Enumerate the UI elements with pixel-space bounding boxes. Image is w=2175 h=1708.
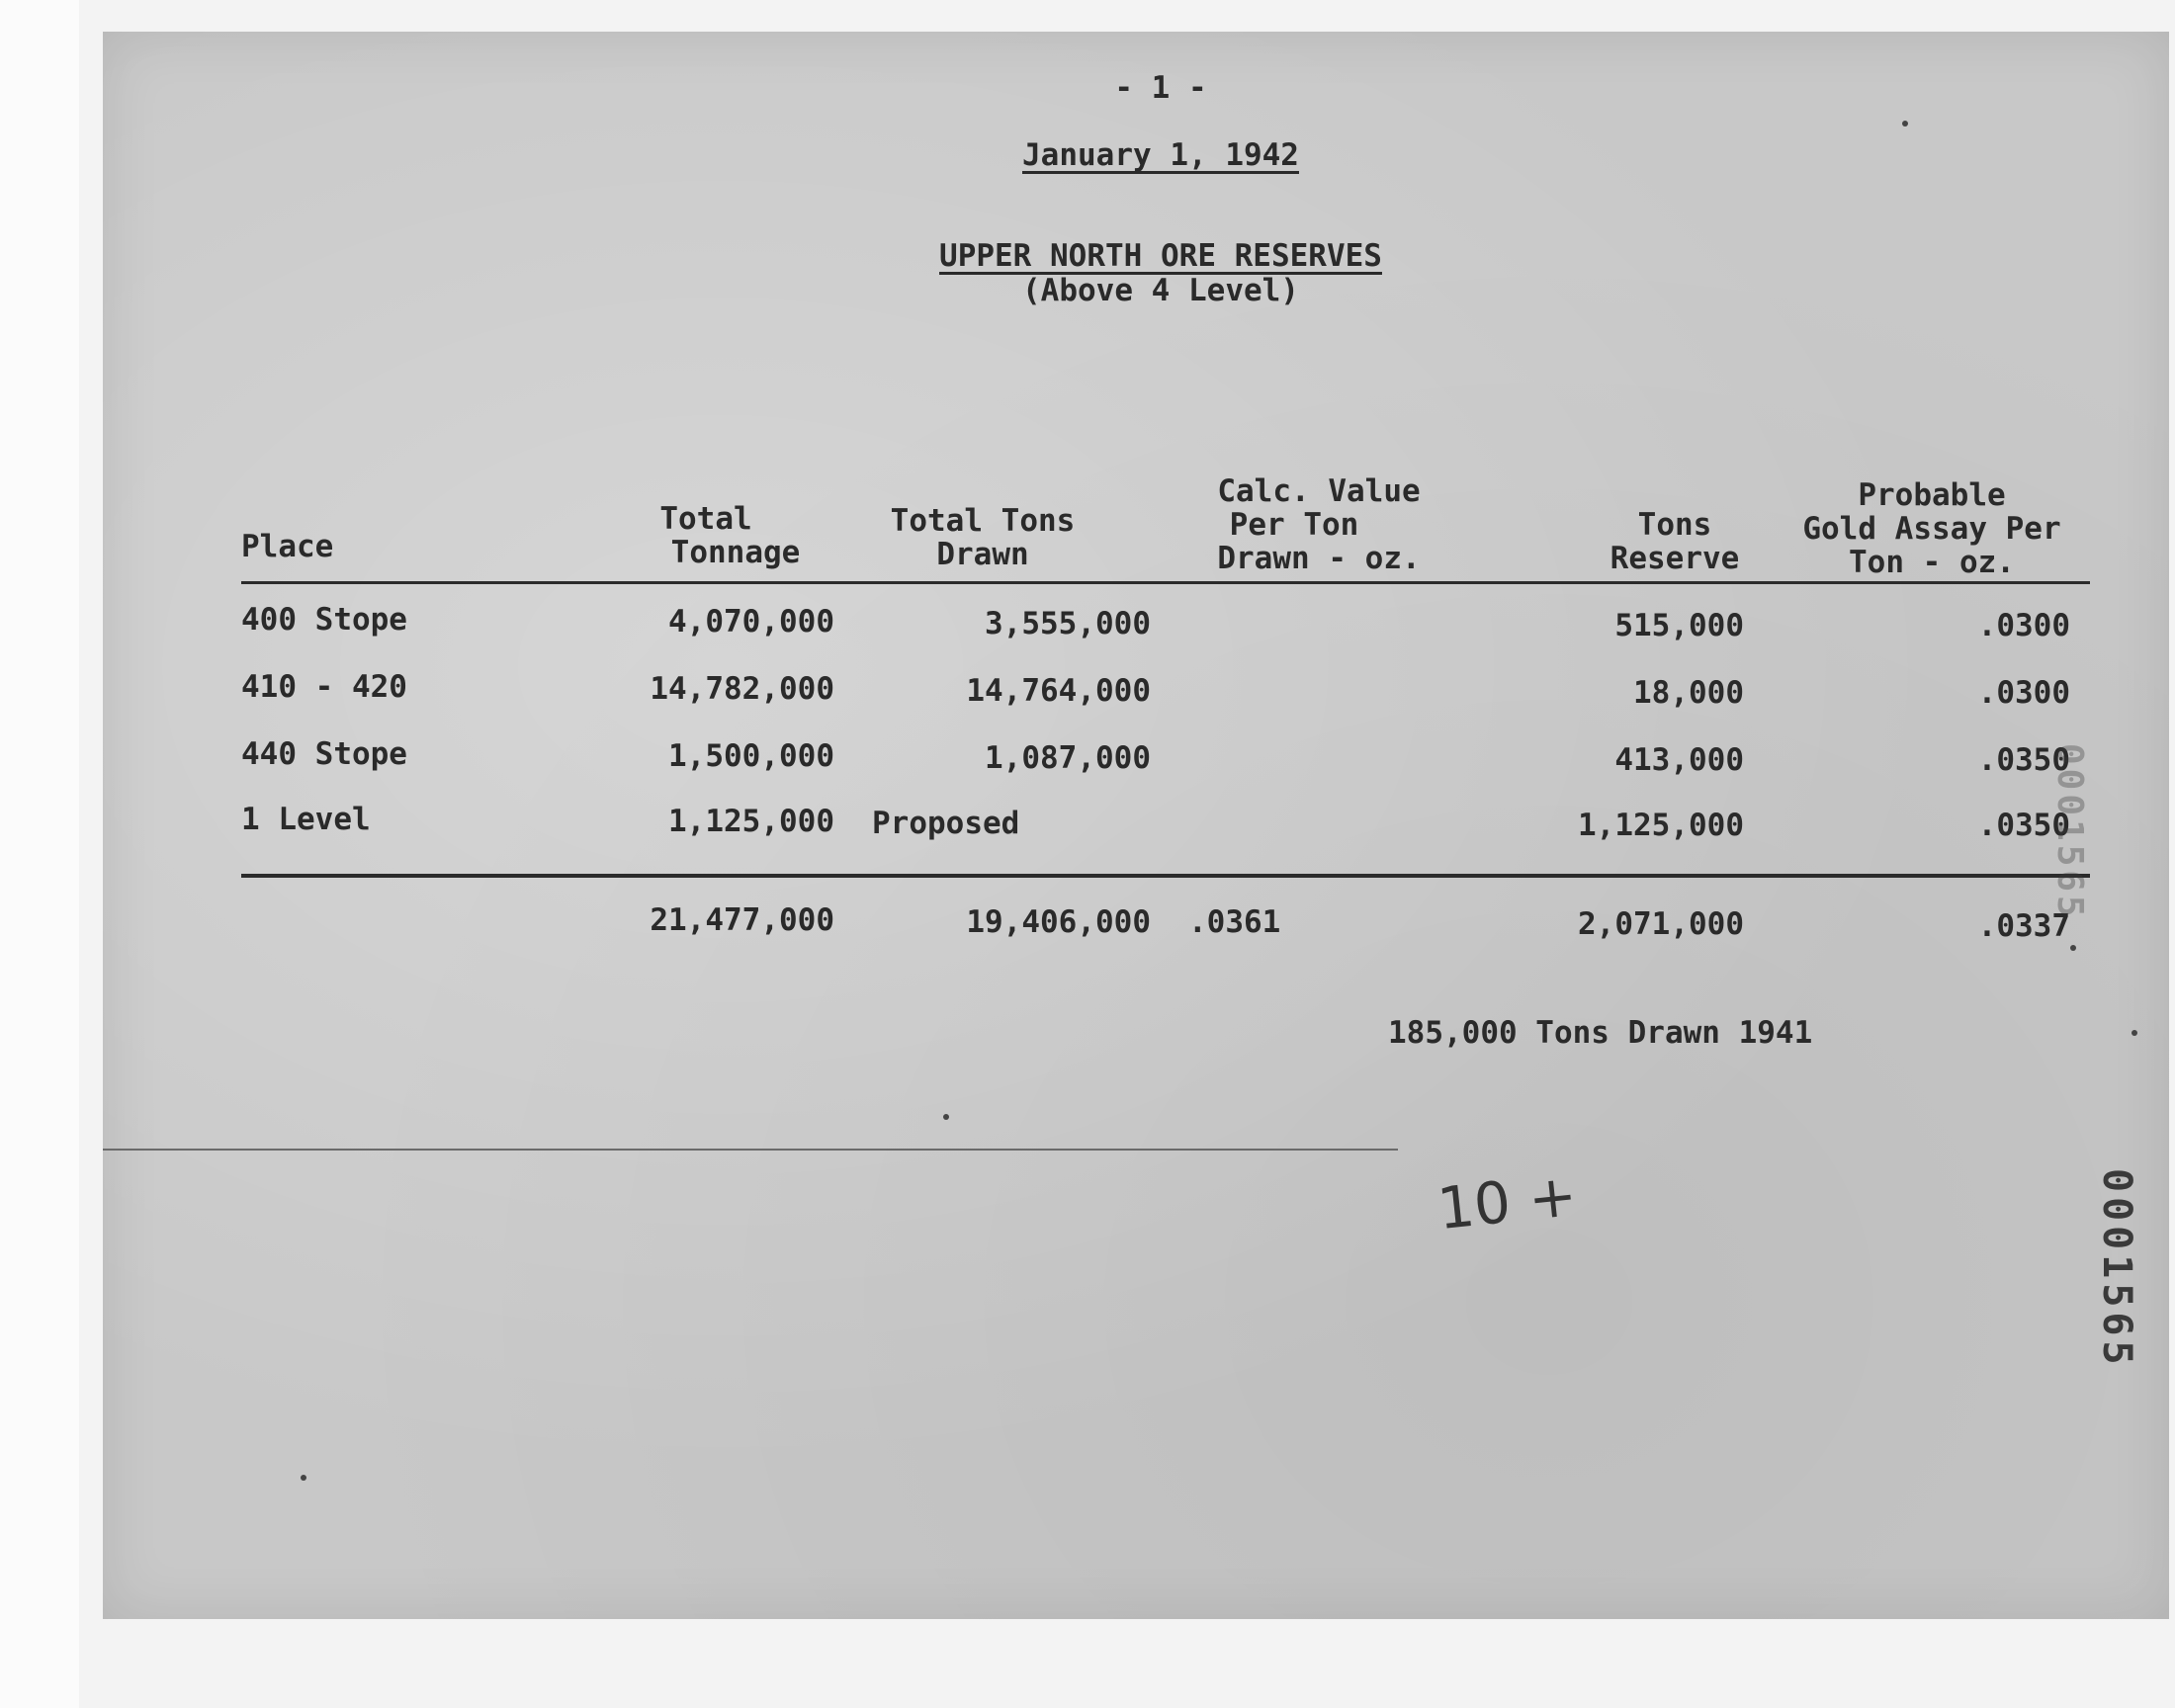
document-number-bleedthrough: 0001565 (2049, 743, 2090, 921)
totals-rule (241, 874, 2090, 878)
document-subtitle: (Above 4 Level) (1022, 273, 1299, 308)
row-2-place: 410 - 420 (241, 669, 407, 705)
header-probable-assay-line3: Ton - oz. (1849, 545, 2015, 580)
page-margin (0, 0, 79, 1708)
row-2-tons-drawn: 14,764,000 (966, 673, 1151, 709)
row-4-total-tonnage: 1,125,000 (668, 804, 834, 839)
row-1-tons-reserve: 515,000 (1614, 608, 1744, 643)
header-tons-reserve-line2: Reserve (1610, 541, 1740, 576)
row-3-place: 440 Stope (241, 736, 407, 772)
document-page (103, 32, 2169, 1619)
speck (2132, 1030, 2137, 1036)
row-3-tons-drawn: 1,087,000 (985, 740, 1151, 776)
document-number-stamp: 0001565 (2094, 1168, 2139, 1370)
document-title: UPPER NORTH ORE RESERVES (939, 238, 1382, 274)
row-4-tons-drawn: Proposed (872, 806, 1020, 841)
totals-probable-assay: .0337 (1977, 908, 2070, 944)
header-place: Place (241, 529, 334, 564)
totals-tons-drawn: 19,406,000 (966, 904, 1151, 940)
row-4-probable-assay: .0350 (1977, 808, 2070, 843)
header-tons-drawn-line2: Drawn (936, 537, 1029, 572)
header-probable-assay-line1: Probable (1858, 477, 2006, 513)
totals-tons-reserve: 2,071,000 (1578, 906, 1744, 942)
row-2-tons-reserve: 18,000 (1633, 675, 1744, 711)
page-number: - 1 - (1114, 70, 1207, 106)
header-calc-value-line2: Per Ton (1229, 507, 1359, 543)
header-calc-value-line1: Calc. Value (1217, 473, 1421, 509)
header-calc-value-line3: Drawn - oz. (1217, 541, 1421, 576)
row-1-place: 400 Stope (241, 602, 407, 638)
row-1-probable-assay: .0300 (1977, 608, 2070, 643)
row-2-probable-assay: .0300 (1977, 675, 2070, 711)
row-4-place: 1 Level (241, 802, 371, 837)
header-rule (241, 581, 2090, 584)
row-3-probable-assay: .0350 (1977, 742, 2070, 778)
row-3-total-tonnage: 1,500,000 (668, 738, 834, 774)
totals-total-tonnage: 21,477,000 (650, 902, 834, 938)
handwritten-note: 10 + (1434, 1160, 1581, 1243)
row-1-total-tonnage: 4,070,000 (668, 604, 834, 640)
header-total-tonnage-line1: Total (659, 501, 752, 537)
header-probable-assay-line2: Gold Assay Per (1802, 511, 2061, 547)
row-4-tons-reserve: 1,125,000 (1578, 808, 1744, 843)
totals-calc-value: .0361 (1188, 904, 1281, 940)
speck (1902, 121, 1908, 127)
fold-line (103, 1149, 1398, 1151)
document-date: January 1, 1942 (1022, 137, 1299, 173)
row-1-tons-drawn: 3,555,000 (985, 606, 1151, 641)
speck (301, 1475, 306, 1481)
row-2-total-tonnage: 14,782,000 (650, 671, 834, 707)
header-tons-drawn-line1: Total Tons (890, 503, 1076, 539)
tons-drawn-note: 185,000 Tons Drawn 1941 (1388, 1015, 1813, 1051)
header-tons-reserve-line1: Tons (1637, 507, 1712, 543)
row-3-tons-reserve: 413,000 (1614, 742, 1744, 778)
speck (943, 1114, 949, 1120)
speck (2070, 945, 2076, 951)
header-total-tonnage-line2: Tonnage (670, 535, 801, 570)
